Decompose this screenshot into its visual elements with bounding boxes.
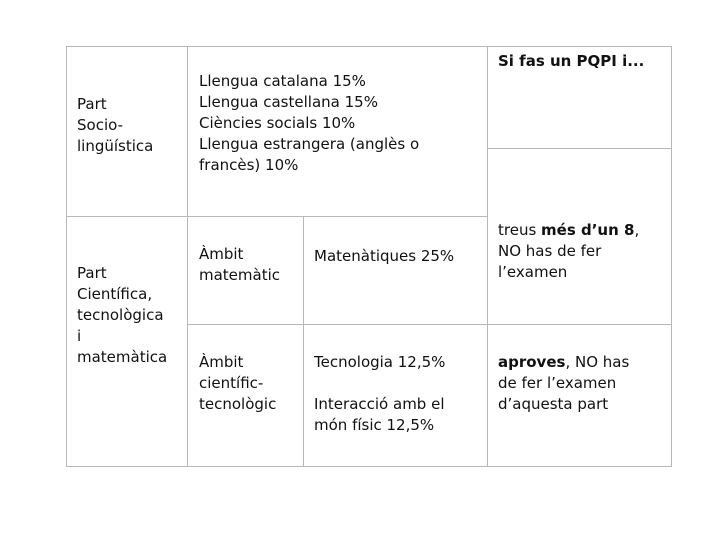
sci-exemption-rule xyxy=(498,352,629,415)
table-border-top xyxy=(66,46,672,47)
col-divider-1 xyxy=(187,46,188,467)
table-border-bottom xyxy=(66,466,672,467)
sci-rule-post: , NO has de fer l’examen d’aquesta part xyxy=(498,353,630,413)
sci-subjects: Tecnologia 12,5% Interacció amb el món físic 12,5% xyxy=(314,353,446,434)
part-cientifica-label: Part Científica, tecnològica i matemàtica xyxy=(77,264,168,366)
math-subject: Matenàtiques 25% xyxy=(314,247,455,265)
col-divider-3 xyxy=(487,46,488,467)
table-border-left xyxy=(66,46,67,467)
math-rule-bold: més d’un 8 xyxy=(541,221,635,239)
exam-exemption-table xyxy=(66,46,672,466)
ambit-matematic: Àmbit matemàtic xyxy=(199,245,281,284)
socio-subjects: Llengua catalana 15% Llengua castellana 15% Ciències socials 10% Llengua estrangera (anglès o francès) 10% xyxy=(199,72,420,174)
row-divider-socio xyxy=(66,216,487,217)
math-rule-post: , NO has de fer l’examen xyxy=(498,221,640,281)
part-socio-label: Part Socio- lingüística xyxy=(77,95,154,155)
row-divider-ambit xyxy=(187,324,672,325)
ambit-cientific: Àmbit científic- tecnològic xyxy=(199,353,277,413)
row-divider-header xyxy=(487,148,672,149)
math-exemption-rule xyxy=(498,220,639,283)
table-border-right xyxy=(671,46,672,467)
sci-rule-bold: aproves xyxy=(498,353,566,371)
pqpi-header: Si fas un PQPI i... xyxy=(498,52,645,70)
math-rule-pre: treus xyxy=(498,221,542,239)
col-divider-2 xyxy=(303,216,304,467)
